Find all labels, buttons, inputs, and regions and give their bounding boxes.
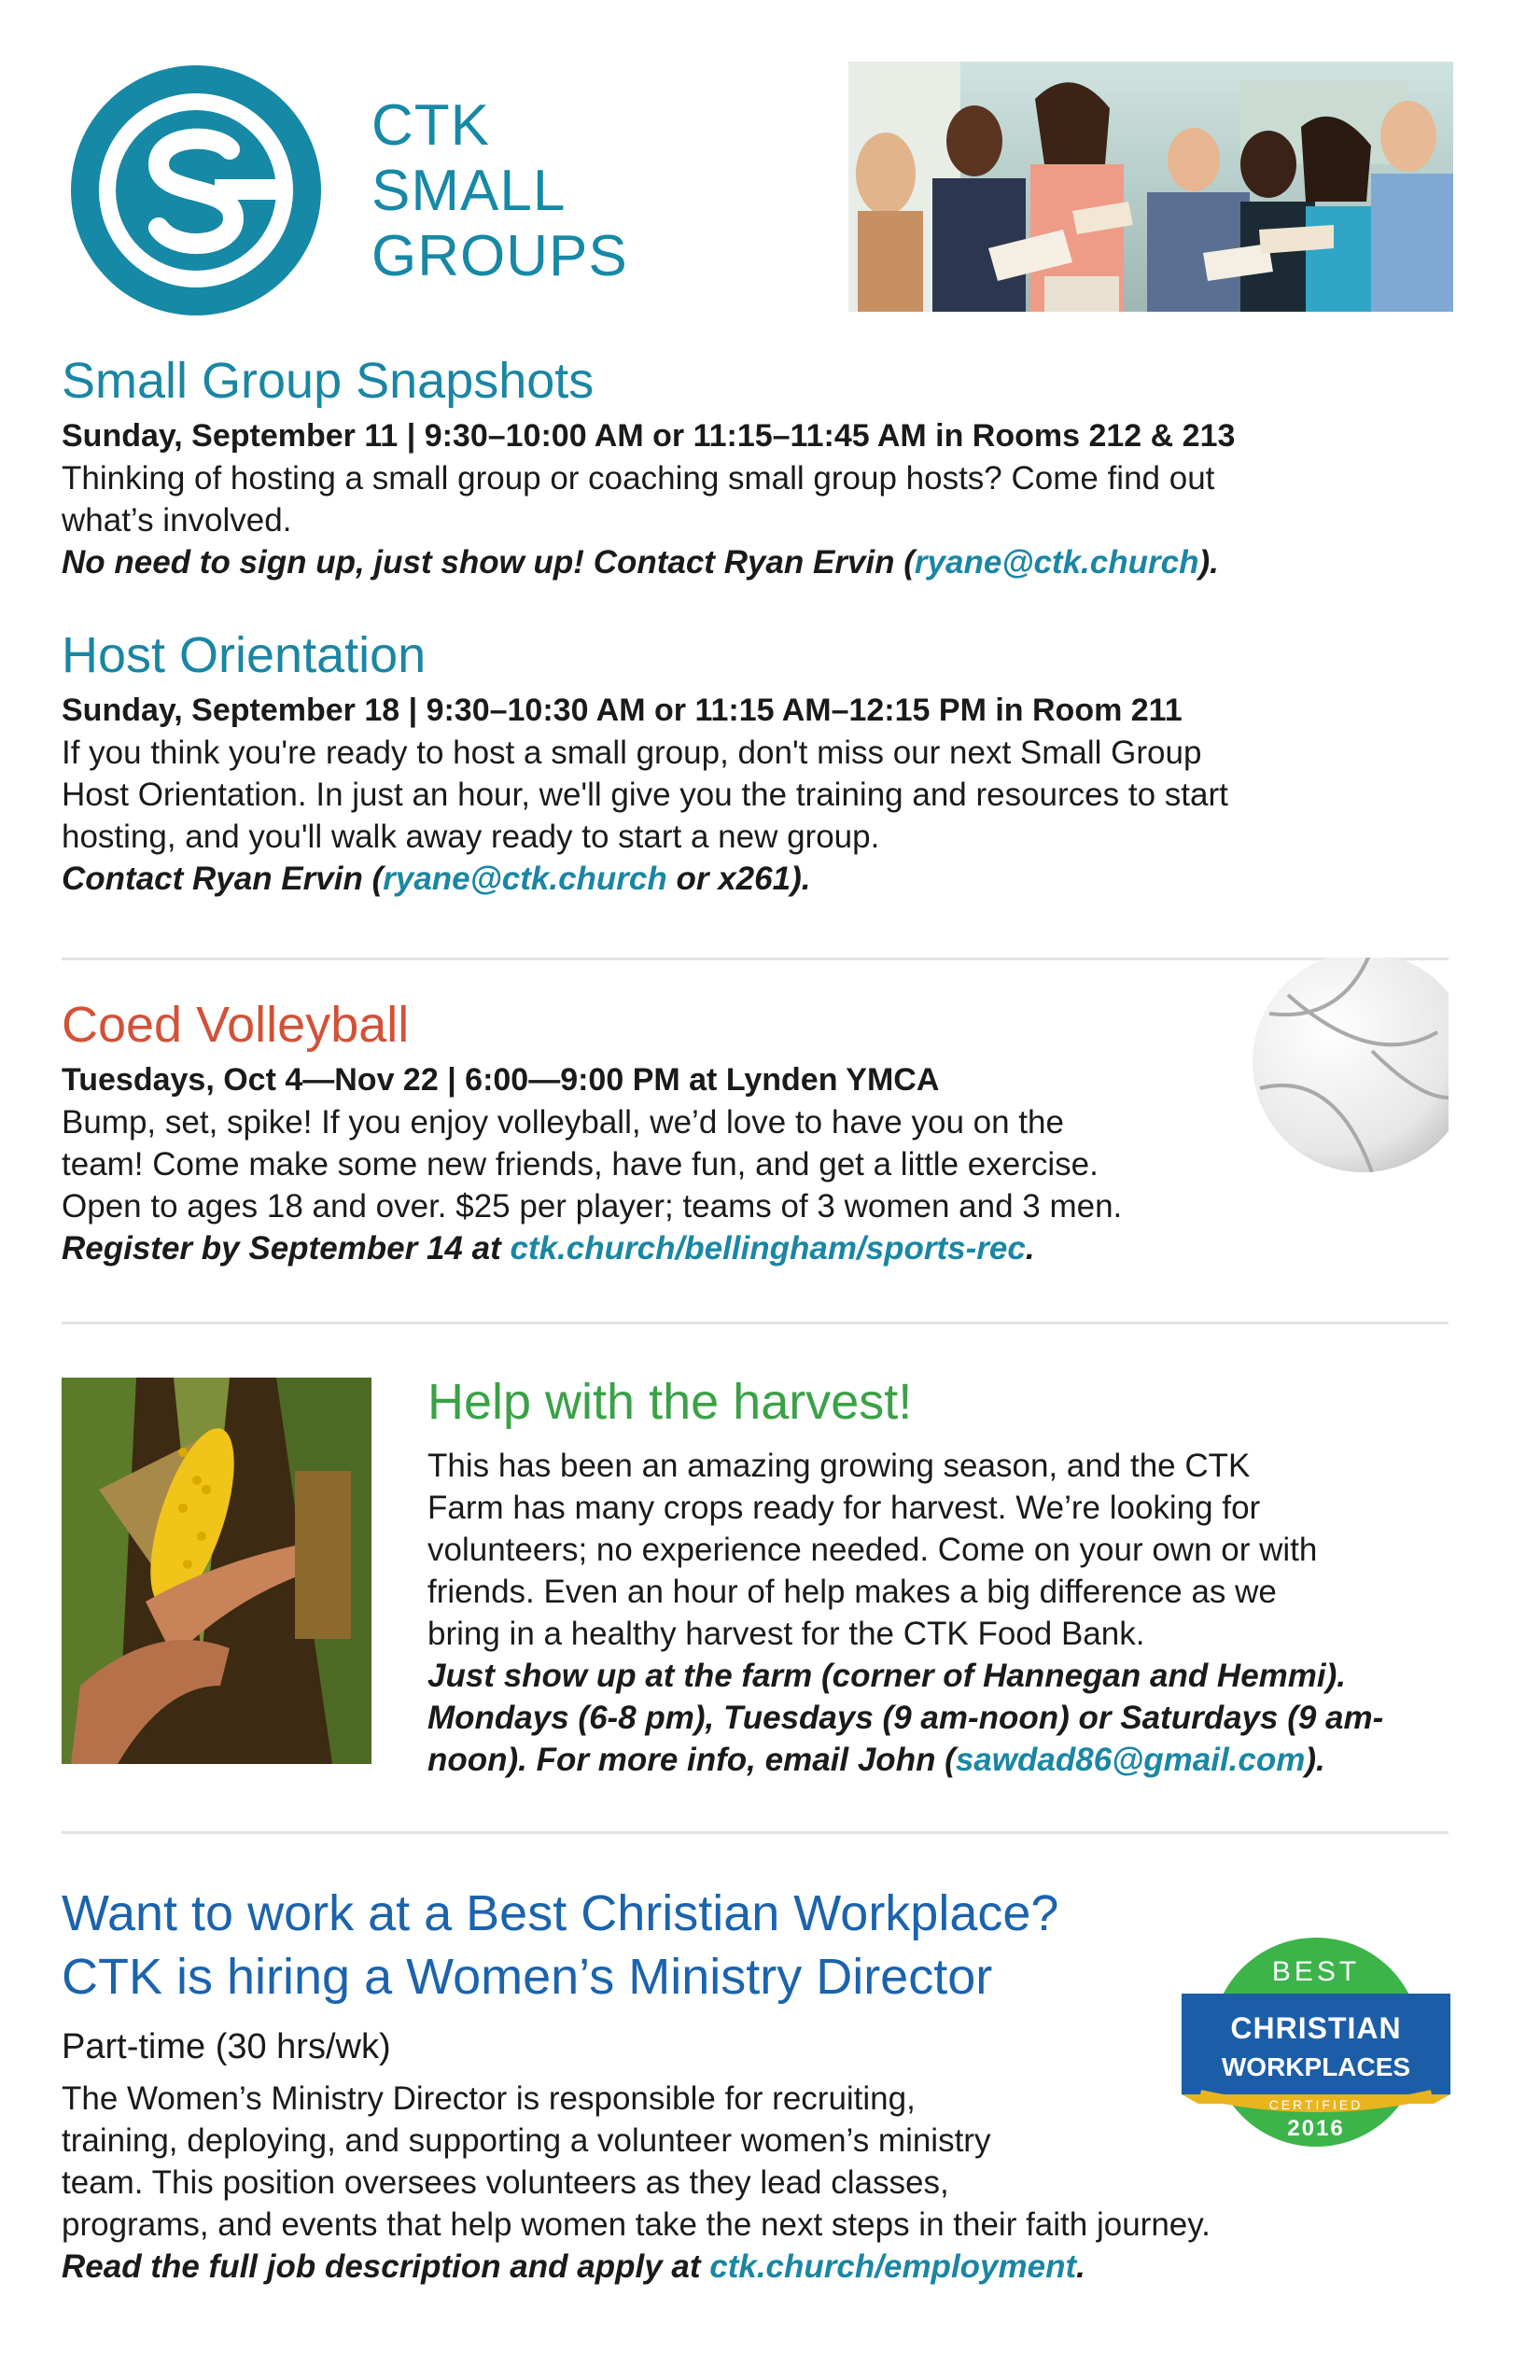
volleyball-cta [62, 1227, 1462, 1269]
brand-wordmark [371, 93, 628, 289]
volleyball-body-line-1: Bump, set, spike! If you enjoy volleyball, we’d love to have you on the [62, 1104, 1064, 1141]
orientation-cta-text: Contact Ryan Ervin ( [62, 861, 384, 897]
volleyball-body-line-3: Open to ages 18 and over. $25 per player; teams of 3 women and 3 men. [62, 1188, 1123, 1225]
harvest-title: Help with the harvest! [427, 1374, 913, 1430]
best-christian-workplaces-badge [1182, 1934, 1450, 2150]
workplace-title-line-2: CTK is hiring a Women’s Ministry Director [62, 1949, 993, 2005]
orientation-body-line-2: Host Orientation. In just an hour, we'll give you the training and resources to start [62, 777, 1228, 813]
snapshots-cta-text: No need to sign up, just show up! Contact Ryan Ervin ( [62, 544, 915, 581]
workplace-cta-text: Read the full job description and apply at [62, 2248, 710, 2285]
snapshots-body-line-2: what’s involved. [62, 502, 292, 539]
workplace-employment-link[interactable]: ctk.church/employment [709, 2248, 1077, 2285]
snapshots-subtitle: Sunday, September 11 | 9:30–10:00 AM or 11:15–11:45 AM in Rooms 212 & 213 [62, 418, 1236, 454]
snapshots-cta-close: ). [1198, 544, 1219, 581]
harvest-body-line-3: volunteers; no experience needed. Come on your own or with [427, 1532, 1318, 1568]
section-harvest [427, 1372, 1454, 1781]
workplace-body-line-2: training, deploying, and supporting a volunteer women’s ministry [62, 2122, 991, 2159]
brand-line-ctk: CTK [371, 93, 490, 158]
volleyball-subtitle: Tuesdays, Oct 4—Nov 22 | 6:00—9:00 PM at Lynden YMCA [62, 1062, 940, 1098]
badge-band-line-1: CHRISTIAN [1230, 2011, 1402, 2045]
harvest-body-line-1: This has been an amazing growing season, and the CTK [427, 1448, 1251, 1484]
badge-certified: CERTIFIED [1268, 2097, 1364, 2112]
harvest-cta-line-3 [427, 1739, 1454, 1781]
divider-3 [62, 1831, 1449, 1834]
harvest-cta-line-2: Mondays (6-8 pm), Tuesdays (9 am-noon) or Saturdays (9 am- [427, 1700, 1384, 1736]
ctk-logo-icon [65, 60, 327, 321]
harvest-body-line-2: Farm has many crops ready for harvest. We’re looking for [427, 1490, 1261, 1526]
volleyball-register-link[interactable]: ctk.church/bellingham/sports-rec [510, 1230, 1026, 1267]
snapshots-title: Small Group Snapshots [62, 353, 595, 409]
harvest-email-link[interactable]: sawdad86@gmail.com [955, 1742, 1306, 1778]
badge-year: 2016 [1287, 2116, 1345, 2141]
workplace-cta [62, 2246, 1462, 2288]
brand-line-small: SMALL [371, 159, 567, 223]
small-group-photo [848, 62, 1453, 312]
orientation-body-line-3: hosting, and you'll walk away ready to start a new group. [62, 819, 880, 855]
workplace-title-line-1: Want to work at a Best Christian Workplace? [62, 1885, 1059, 1941]
volleyball-cta-close: . [1025, 1230, 1035, 1267]
snapshots-cta [62, 541, 1462, 583]
orientation-cta-close: or x261). [666, 861, 811, 897]
workplace-cta-close: . [1076, 2248, 1085, 2285]
corn-harvest-photo [62, 1378, 371, 1764]
snapshots-email-link[interactable]: ryane@ctk.church [914, 544, 1199, 581]
workplace-body-line-3: team. This position oversees volunteers as they lead classes, [62, 2164, 949, 2201]
workplace-subtitle: Part-time (30 hrs/wk) [62, 2027, 391, 2066]
section-snapshots [62, 351, 1462, 583]
harvest-cta-text: noon). For more info, email John ( [427, 1742, 956, 1778]
volleyball-body-line-2: team! Come make some new friends, have fun, and get a little exercise. [62, 1146, 1099, 1183]
orientation-title: Host Orientation [62, 627, 427, 683]
volleyball-title: Coed Volleyball [62, 997, 410, 1053]
orientation-email-link[interactable]: ryane@ctk.church [383, 861, 667, 897]
section-orientation [62, 625, 1462, 900]
harvest-cta-close: ). [1305, 1742, 1325, 1778]
workplace-body-line-4: programs, and events that help women take the next steps in their faith journey. [62, 2206, 1211, 2243]
workplace-body-line-1: The Women’s Ministry Director is responsible for recruiting, [62, 2080, 916, 2117]
harvest-cta-line-1: Just show up at the farm (corner of Hannegan and Hemmi). [427, 1658, 1347, 1694]
harvest-body-line-5: bring in a healthy harvest for the CTK Food Bank. [427, 1616, 1145, 1652]
harvest-body-line-4: friends. Even an hour of help makes a big difference as we [427, 1574, 1277, 1610]
orientation-subtitle: Sunday, September 18 | 9:30–10:30 AM or 11:15 AM–12:15 PM in Room 211 [62, 693, 1183, 728]
badge-band-line-2: WORKPLACES [1221, 2052, 1411, 2081]
orientation-body-line-1: If you think you're ready to host a small group, don't miss our next Small Group [62, 735, 1202, 771]
orientation-cta [62, 858, 1462, 900]
volleyball-cta-text: Register by September 14 at [62, 1230, 511, 1267]
snapshots-body-line-1: Thinking of hosting a small group or coaching small group hosts? Come find out [62, 460, 1215, 497]
section-volleyball [62, 995, 1462, 1269]
brand-line-groups: GROUPS [371, 224, 628, 288]
badge-top-text: BEST [1271, 1956, 1361, 1987]
divider-2 [62, 1322, 1449, 1324]
harvest-spacer [427, 1432, 1454, 1445]
